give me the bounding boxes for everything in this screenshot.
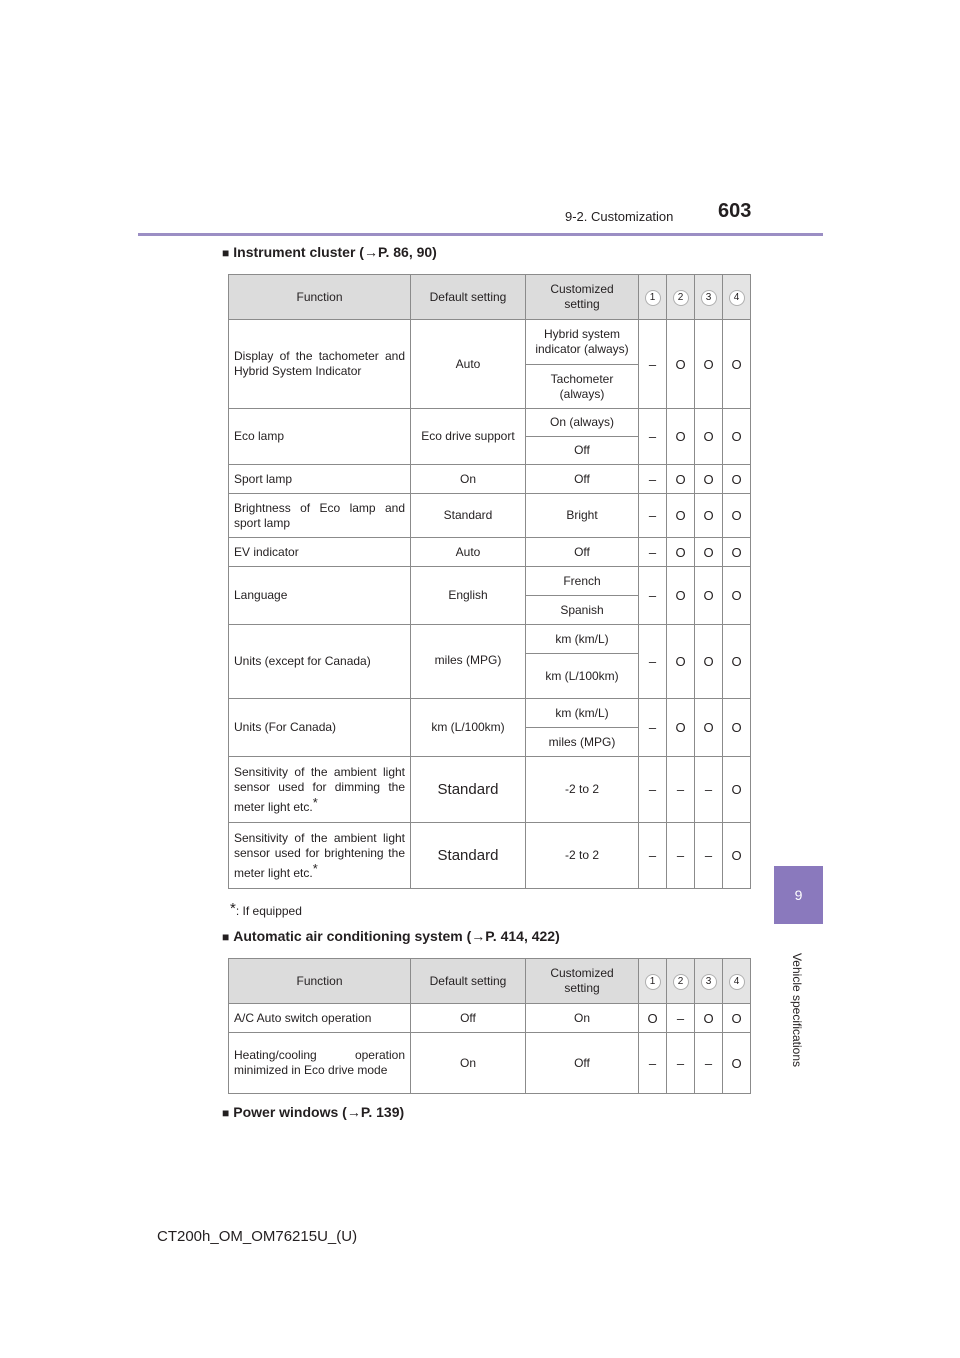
mark-cell: – xyxy=(639,465,667,494)
default-cell: English xyxy=(411,567,526,625)
mark-cell: O xyxy=(723,625,751,699)
mark-cell: O xyxy=(723,567,751,625)
mark-cell: – xyxy=(667,1033,695,1094)
page-number: 603 xyxy=(718,200,752,222)
mark-cell: O xyxy=(723,494,751,538)
mark-cell: – xyxy=(695,1033,723,1094)
mark-cell: O xyxy=(695,699,723,757)
default-cell: Auto xyxy=(411,538,526,567)
number-1-icon: 1 xyxy=(646,975,660,989)
mark-cell: O xyxy=(667,409,695,465)
column-header: Function xyxy=(229,275,411,320)
footnote: *: If equipped xyxy=(230,900,302,918)
number-1-icon: 1 xyxy=(646,291,660,305)
chapter-number: 9 xyxy=(794,887,803,903)
custom-cell: Tachometer (always) xyxy=(526,365,639,409)
mark-cell: – xyxy=(667,757,695,823)
custom-cell: On xyxy=(526,1004,639,1033)
mark-cell: – xyxy=(639,320,667,409)
mark-cell: O xyxy=(723,538,751,567)
mark-cell: O xyxy=(667,567,695,625)
mark-cell: O xyxy=(695,625,723,699)
default-cell: Off xyxy=(411,1004,526,1033)
mark-cell: – xyxy=(639,538,667,567)
custom-cell: km (km/L) xyxy=(526,625,639,654)
footnote-star-icon: * xyxy=(312,860,318,876)
table-row xyxy=(229,823,751,889)
function-cell: Display of the tachometer and Hybrid System Indicator xyxy=(229,320,411,409)
document-id: CT200h_OM_OM76215U_(U) xyxy=(157,1228,358,1245)
column-header: Default setting xyxy=(411,959,526,1004)
footnote-star-icon: * xyxy=(312,794,318,810)
mark-cell: O xyxy=(639,1004,667,1033)
custom-cell: French xyxy=(526,567,639,596)
mark-cell: – xyxy=(695,823,723,889)
mark-cell: O xyxy=(667,625,695,699)
column-header xyxy=(667,959,695,1004)
auto-ac-heading: ■ Automatic air conditioning system (→P. 414, 422) xyxy=(222,928,560,944)
column-header: Function xyxy=(229,959,411,1004)
custom-cell: Off xyxy=(526,1033,639,1094)
power-windows-heading: ■ Power windows (→P. 139) xyxy=(222,1104,405,1120)
function-cell: Eco lamp xyxy=(229,409,411,465)
default-cell: Eco drive support xyxy=(411,409,526,465)
mark-cell: O xyxy=(695,465,723,494)
square-bullet-icon: ■ xyxy=(222,1106,230,1120)
default-cell: Auto xyxy=(411,320,526,409)
mark-cell: – xyxy=(639,494,667,538)
column-header xyxy=(723,275,751,320)
table-row xyxy=(229,465,751,494)
mark-cell: O xyxy=(667,699,695,757)
mark-cell: O xyxy=(667,538,695,567)
table-row xyxy=(229,538,751,567)
column-header xyxy=(695,275,723,320)
custom-cell: Off xyxy=(526,465,639,494)
table-row xyxy=(229,567,751,596)
mark-cell: O xyxy=(723,465,751,494)
table-row xyxy=(229,757,751,823)
table-row xyxy=(229,320,751,365)
column-header xyxy=(723,959,751,1004)
auto-ac-table xyxy=(228,958,751,1094)
default-cell: Standard xyxy=(411,823,526,889)
mark-cell: O xyxy=(723,409,751,465)
custom-cell: km (km/L) xyxy=(526,699,639,728)
column-header xyxy=(639,959,667,1004)
number-4-icon: 4 xyxy=(730,975,744,989)
footnote-star-icon: * xyxy=(230,900,236,917)
mark-cell: O xyxy=(723,699,751,757)
custom-cell: Off xyxy=(526,437,639,465)
table-header-row xyxy=(229,959,751,1004)
table-row xyxy=(229,625,751,654)
mark-cell: – xyxy=(639,823,667,889)
mark-cell: O xyxy=(667,465,695,494)
function-cell: Units (except for Canada) xyxy=(229,625,411,699)
table-row xyxy=(229,1033,751,1094)
table-header-row xyxy=(229,275,751,320)
mark-cell: O xyxy=(667,494,695,538)
table-row xyxy=(229,1004,751,1033)
function-cell: EV indicator xyxy=(229,538,411,567)
number-2-icon: 2 xyxy=(674,291,688,305)
mark-cell: O xyxy=(723,1033,751,1094)
custom-cell: Spanish xyxy=(526,596,639,625)
mark-cell: – xyxy=(667,1004,695,1033)
column-header: Default setting xyxy=(411,275,526,320)
function-cell: Language xyxy=(229,567,411,625)
square-bullet-icon: ■ xyxy=(222,246,230,260)
mark-cell: – xyxy=(639,1033,667,1094)
default-cell: km (L/100km) xyxy=(411,699,526,757)
custom-cell: -2 to 2 xyxy=(526,757,639,823)
mark-cell: – xyxy=(639,625,667,699)
mark-cell: O xyxy=(723,320,751,409)
instrument-cluster-table xyxy=(228,274,751,889)
mark-cell: – xyxy=(639,409,667,465)
chapter-tab xyxy=(774,866,823,924)
function-cell: Heating/cooling operation minimized in Eco drive mode xyxy=(229,1033,411,1094)
function-cell: A/C Auto switch operation xyxy=(229,1004,411,1033)
number-2-icon: 2 xyxy=(674,975,688,989)
number-4-icon: 4 xyxy=(730,291,744,305)
function-cell: Sensitivity of the ambient light sensor used for dimming the meter light etc.* xyxy=(229,757,411,823)
mark-cell: O xyxy=(723,757,751,823)
chapter-title: Vehicle specifications xyxy=(790,952,804,1068)
default-cell: On xyxy=(411,465,526,494)
mark-cell: O xyxy=(695,567,723,625)
number-3-icon: 3 xyxy=(702,291,716,305)
default-cell: On xyxy=(411,1033,526,1094)
mark-cell: O xyxy=(695,409,723,465)
table-row xyxy=(229,494,751,538)
instrument-cluster-heading: ■ Instrument cluster (→P. 86, 90) xyxy=(222,244,437,260)
column-header xyxy=(695,959,723,1004)
function-cell: Brightness of Eco lamp and sport lamp xyxy=(229,494,411,538)
custom-cell: Bright xyxy=(526,494,639,538)
default-cell: Standard xyxy=(411,494,526,538)
square-bullet-icon: ■ xyxy=(222,930,230,944)
mark-cell: – xyxy=(667,823,695,889)
default-cell: Standard xyxy=(411,757,526,823)
header-divider xyxy=(138,233,823,236)
column-header xyxy=(639,275,667,320)
custom-cell: km (L/100km) xyxy=(526,654,639,699)
custom-cell: Hybrid system indicator (always) xyxy=(526,320,639,365)
mark-cell: O xyxy=(695,320,723,409)
table-row xyxy=(229,409,751,437)
custom-cell: Off xyxy=(526,538,639,567)
mark-cell: O xyxy=(695,1004,723,1033)
column-header: Customized setting xyxy=(526,275,639,320)
section-title: 9-2. Customization xyxy=(565,209,674,224)
mark-cell: – xyxy=(639,699,667,757)
mark-cell: O xyxy=(667,320,695,409)
function-cell: Units (For Canada) xyxy=(229,699,411,757)
custom-cell: On (always) xyxy=(526,409,639,437)
mark-cell: – xyxy=(695,757,723,823)
table-row xyxy=(229,699,751,728)
function-cell: Sensitivity of the ambient light sensor used for brightening the meter light etc.* xyxy=(229,823,411,889)
function-cell: Sport lamp xyxy=(229,465,411,494)
custom-cell: miles (MPG) xyxy=(526,728,639,757)
column-header: Customized setting xyxy=(526,959,639,1004)
custom-cell: -2 to 2 xyxy=(526,823,639,889)
mark-cell: O xyxy=(723,1004,751,1033)
mark-cell: O xyxy=(695,538,723,567)
mark-cell: O xyxy=(723,823,751,889)
mark-cell: – xyxy=(639,757,667,823)
mark-cell: O xyxy=(695,494,723,538)
default-cell: miles (MPG) xyxy=(411,625,526,699)
mark-cell: – xyxy=(639,567,667,625)
column-header xyxy=(667,275,695,320)
number-3-icon: 3 xyxy=(702,975,716,989)
